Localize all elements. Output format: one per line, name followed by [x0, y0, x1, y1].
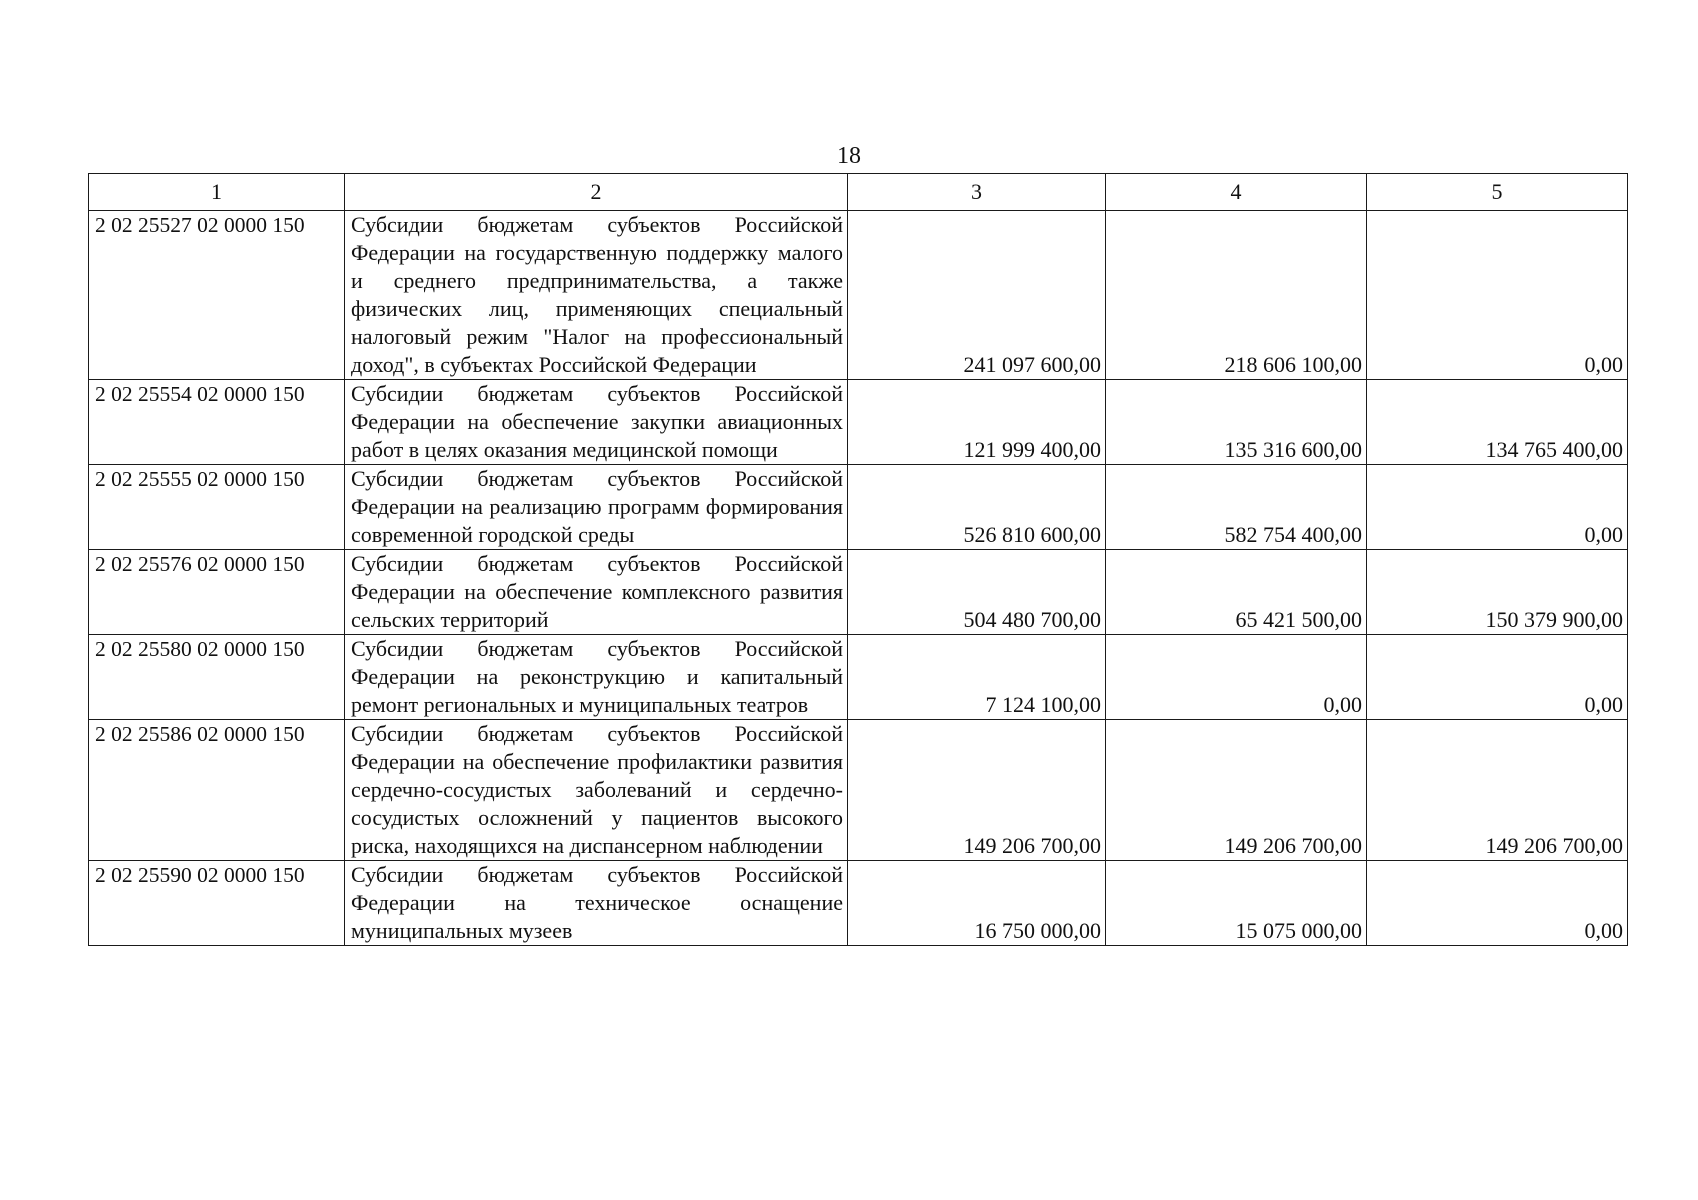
row-value-col3: 241 097 600,00 — [848, 211, 1106, 380]
row-value-col4: 149 206 700,00 — [1106, 720, 1367, 861]
row-description: Субсидии бюджетам субъектов Российской Федерации на обеспечение комплексного развития сельских территорий — [345, 550, 848, 635]
row-value-col3: 149 206 700,00 — [848, 720, 1106, 861]
row-description: Субсидии бюджетам субъектов Российской Федерации на реализацию программ формирования современной городской среды — [345, 465, 848, 550]
row-value-col5: 149 206 700,00 — [1367, 720, 1628, 861]
row-value-col3: 504 480 700,00 — [848, 550, 1106, 635]
row-value-col5: 150 379 900,00 — [1367, 550, 1628, 635]
page-number: 18 — [837, 143, 861, 169]
row-code: 2 02 25554 02 0000 150 — [89, 380, 345, 465]
row-description: Субсидии бюджетам субъектов Российской Федерации на реконструкцию и капитальный ремонт региональных и муниципальных театров — [345, 635, 848, 720]
row-description: Субсидии бюджетам субъектов Российской Федерации на обеспечение закупки авиационных работ в целях оказания медицинской помощи — [345, 380, 848, 465]
row-code: 2 02 25576 02 0000 150 — [89, 550, 345, 635]
table-row — [89, 861, 1628, 946]
header-col-3: 3 — [848, 174, 1106, 211]
row-value-col3: 121 999 400,00 — [848, 380, 1106, 465]
row-code: 2 02 25586 02 0000 150 — [89, 720, 345, 861]
budget-table — [88, 173, 1628, 946]
table-row — [89, 720, 1628, 861]
header-col-1: 1 — [89, 174, 345, 211]
row-value-col3: 7 124 100,00 — [848, 635, 1106, 720]
table-row — [89, 380, 1628, 465]
row-description: Субсидии бюджетам субъектов Российской Федерации на государственную поддержку малого и среднего предпринимательства, а также физических лиц, применяющих специальный налоговый режим "Налог на профессиональный доход", в субъектах Российской Федерации — [345, 211, 848, 380]
row-value-col4: 218 606 100,00 — [1106, 211, 1367, 380]
row-value-col5: 134 765 400,00 — [1367, 380, 1628, 465]
table-row — [89, 550, 1628, 635]
header-col-2: 2 — [345, 174, 848, 211]
table-row — [89, 465, 1628, 550]
row-code: 2 02 25555 02 0000 150 — [89, 465, 345, 550]
row-code: 2 02 25527 02 0000 150 — [89, 211, 345, 380]
row-code: 2 02 25580 02 0000 150 — [89, 635, 345, 720]
row-value-col4: 0,00 — [1106, 635, 1367, 720]
row-description: Субсидии бюджетам субъектов Российской Федерации на техническое оснащение муниципальных музеев — [345, 861, 848, 946]
row-value-col3: 16 750 000,00 — [848, 861, 1106, 946]
row-value-col4: 582 754 400,00 — [1106, 465, 1367, 550]
row-value-col4: 15 075 000,00 — [1106, 861, 1367, 946]
header-col-4: 4 — [1106, 174, 1367, 211]
row-description: Субсидии бюджетам субъектов Российской Федерации на обеспечение профилактики развития сердечно-сосудистых заболеваний и сердечно-сосудистых осложнений у пациентов высокого риска, находящихся на диспансерном наблюдении — [345, 720, 848, 861]
row-value-col5: 0,00 — [1367, 465, 1628, 550]
row-value-col4: 65 421 500,00 — [1106, 550, 1367, 635]
row-code: 2 02 25590 02 0000 150 — [89, 861, 345, 946]
table-header-row — [89, 174, 1628, 211]
row-value-col4: 135 316 600,00 — [1106, 380, 1367, 465]
row-value-col3: 526 810 600,00 — [848, 465, 1106, 550]
table-row — [89, 635, 1628, 720]
table-row — [89, 211, 1628, 380]
row-value-col5: 0,00 — [1367, 861, 1628, 946]
row-value-col5: 0,00 — [1367, 211, 1628, 380]
row-value-col5: 0,00 — [1367, 635, 1628, 720]
header-col-5: 5 — [1367, 174, 1628, 211]
